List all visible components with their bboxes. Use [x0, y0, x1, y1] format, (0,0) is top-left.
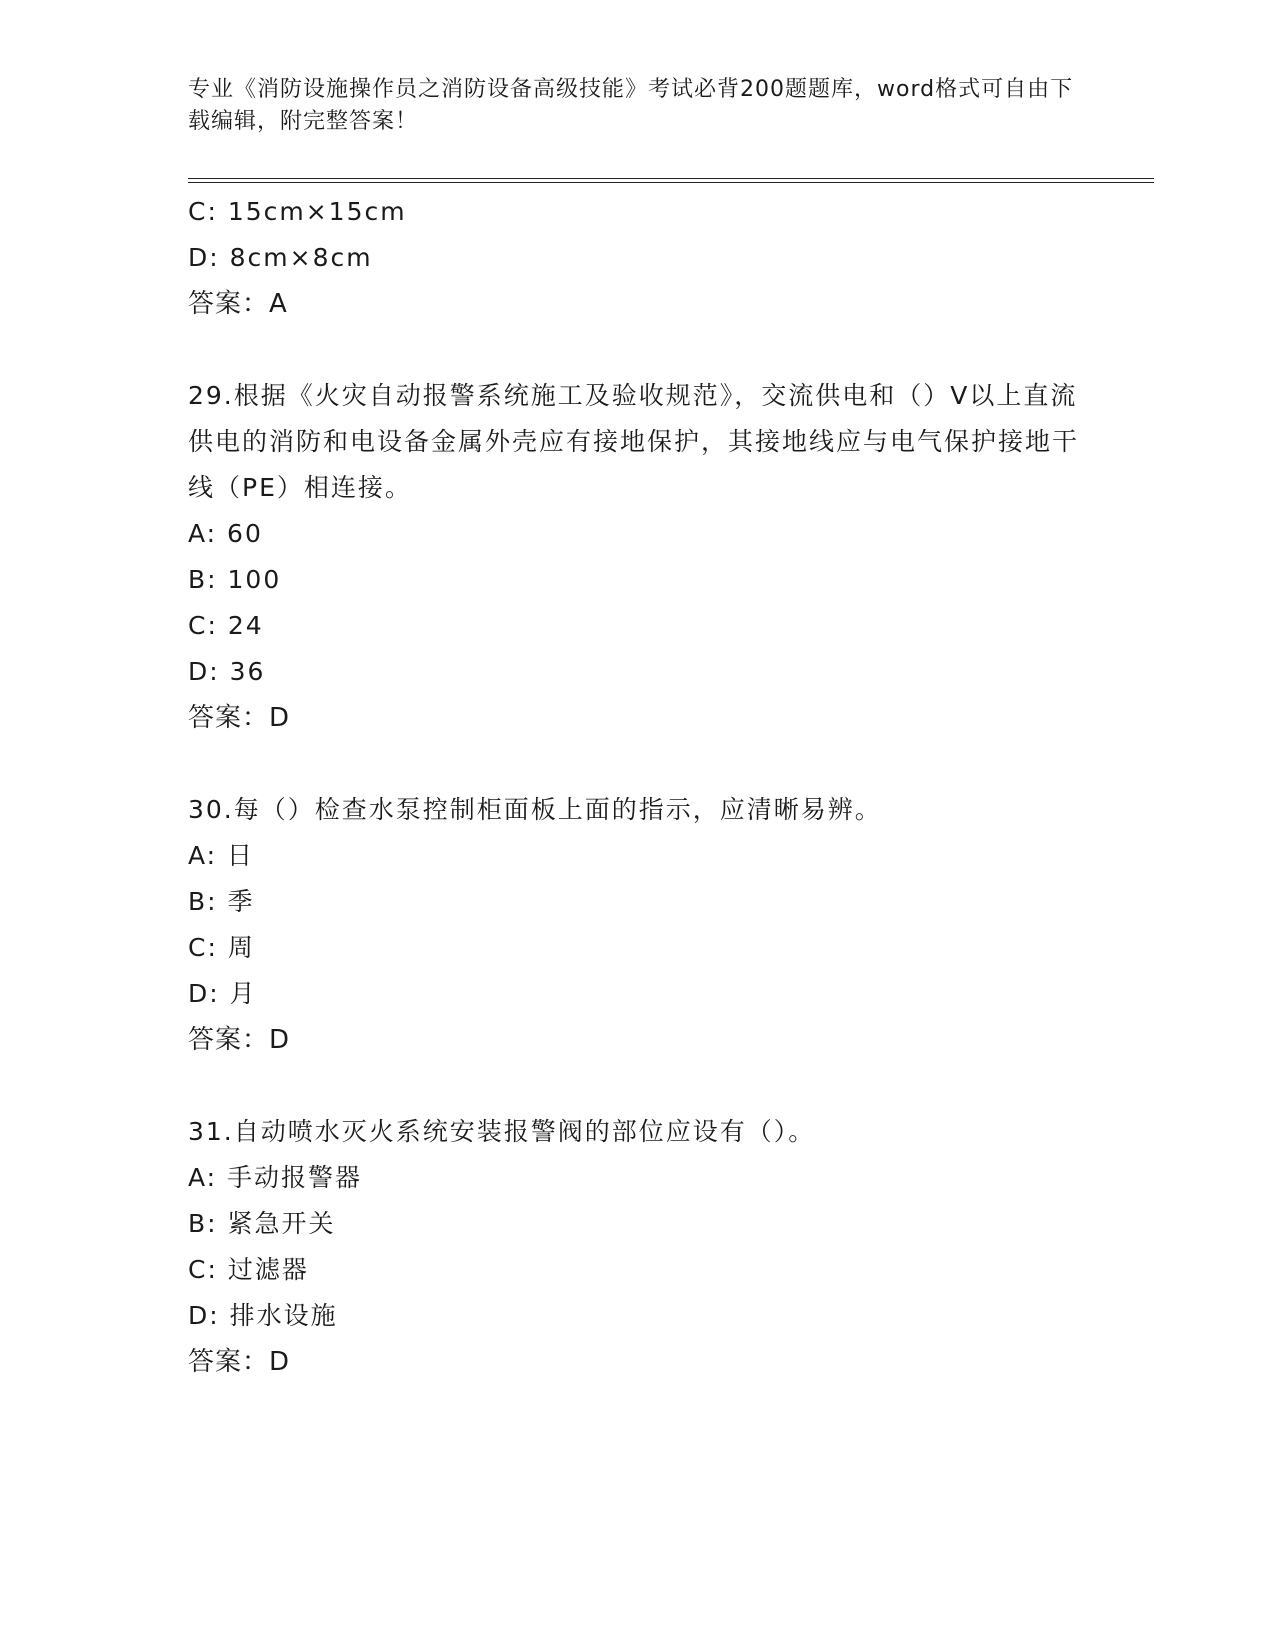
question-text: 30.每（）检查水泵控制柜面板上面的指示，应清晰易辨。: [188, 795, 882, 824]
header-divider: [188, 178, 1154, 183]
option-c: C: 24: [188, 611, 264, 640]
spacer: [188, 1063, 1088, 1109]
answer-line: 答案：D: [188, 1025, 291, 1055]
option-c: C: 过滤器: [188, 1255, 309, 1284]
question-text: 31.自动喷水灭火系统安装报警阀的部位应设有（）。: [188, 1117, 816, 1146]
answer-line: 答案：A: [188, 289, 288, 319]
document-header: [188, 74, 1088, 138]
option-c: C: 周: [188, 933, 255, 962]
header-title: 专业《消防设施操作员之消防设备高级技能》考试必背200题题库，word格式可自由下载编辑，附完整答案！: [188, 77, 1074, 134]
question-block-30: [188, 787, 1088, 1063]
option-b: B: 季: [188, 887, 255, 916]
option-d: D: 8cm×8cm: [188, 243, 373, 272]
option-b: B: 100: [188, 565, 282, 594]
answer-line: 答案：D: [188, 1347, 291, 1377]
option-a: A: 手动报警器: [188, 1163, 363, 1192]
option-d: D: 36: [188, 657, 266, 686]
option-c: C: 15cm×15cm: [188, 197, 407, 226]
question-block-31: [188, 1109, 1088, 1385]
question-block-partial: [188, 189, 1088, 327]
question-text: 29.根据《火灾自动报警系统施工及验收规范》，交流供电和（）V以上直流供电的消防和电设备金属外壳应有接地保护，其接地线应与电气保护接地干线（PE）相连接。: [188, 381, 1080, 502]
option-d: D: 排水设施: [188, 1301, 338, 1330]
question-list: [188, 189, 1088, 1385]
option-b: B: 紧急开关: [188, 1209, 336, 1238]
answer-line: 答案：D: [188, 703, 291, 733]
question-block-29: [188, 373, 1088, 741]
option-a: A: 日: [188, 841, 255, 870]
spacer: [188, 327, 1088, 373]
option-d: D: 月: [188, 979, 257, 1008]
spacer: [188, 741, 1088, 787]
option-a: A: 60: [188, 519, 263, 548]
